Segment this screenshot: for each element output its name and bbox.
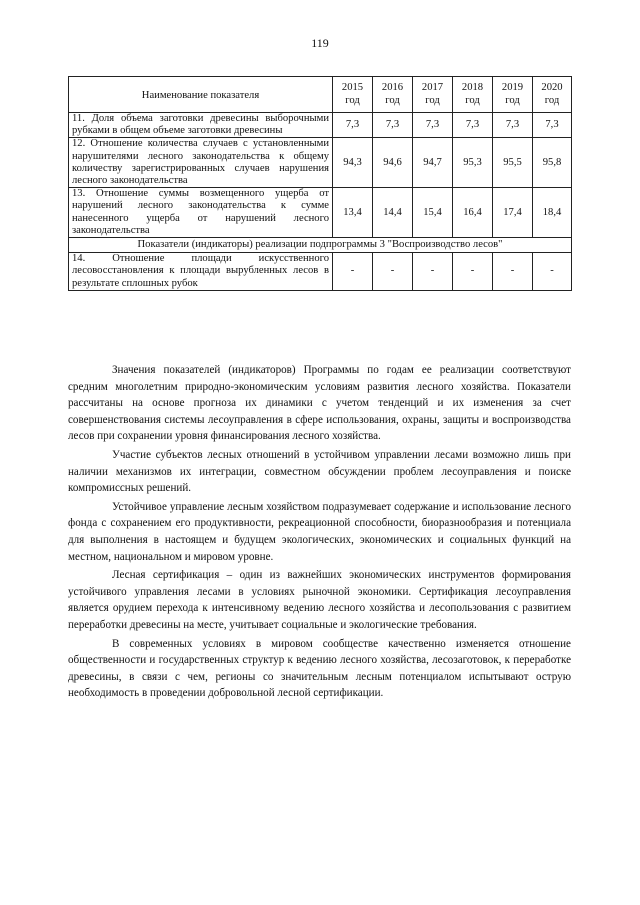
header-year: 2020 год [533,77,572,113]
indicator-value: 94,3 [333,138,373,188]
paragraph: Значения показателей (индикаторов) Программы по годам ее реализации соответствуют средним многолетним природно-экономическим условиям развития лесного хозяйства. Показатели рассчитаны на основе прогноза их динамики с учетом тенденций и их изменения за счет совершенствования системы лесоуправления в сфере использования, охраны, защиты и воспроизводства лесов при сохранении уровня финансирования лесного хозяйства. [68,364,571,443]
indicator-name: 13. Отношение суммы возмещенного ущерба от нарушений лесного законодательства к сумме нанесенного ущерба от нарушений лесного законодательства [69,188,333,238]
indicator-value: 7,3 [373,113,413,138]
indicator-value: - [493,253,533,291]
table-row [69,188,572,238]
indicator-name: 11. Доля объема заготовки древесины выборочными рубками в общем объеме заготовки древесины [69,113,333,138]
indicator-value: 16,4 [453,188,493,238]
indicator-name: 14. Отношение площади искусственного лесовосстановления к площади вырубленных лесов в результате сплошных рубок [69,253,333,291]
indicator-value: 7,3 [533,113,572,138]
header-year: 2018 год [453,77,493,113]
paragraph: Лесная сертификация – один из важнейших экономических инструментов формирования устойчивого управления лесами в условиях рыночной экономики. Сертификация лесоуправления является орудием перехода к интенсивному ведению лесного хозяйства и лесопользования с развитием переработки древесины на месте, учитывает социальные и экологические требования. [68,569,571,631]
indicator-value: 95,3 [453,138,493,188]
header-year: 2019 год [493,77,533,113]
indicator-value: 14,4 [373,188,413,238]
indicator-value: 7,3 [453,113,493,138]
table-header-row [69,77,572,113]
indicator-value: 15,4 [413,188,453,238]
indicator-value: 7,3 [493,113,533,138]
indicator-value: 95,5 [493,138,533,188]
paragraph: Участие субъектов лесных отношений в устойчивом управлении лесами возможно лишь при наличии механизмов их интеграции, совместном обсуждении проблем лесоуправления и поиске компромиссных решений. [68,448,571,495]
indicator-value: 18,4 [533,188,572,238]
indicator-value: - [333,253,373,291]
table-row [69,113,572,138]
header-year: 2015 год [333,77,373,113]
indicator-value: - [413,253,453,291]
header-year: 2017 год [413,77,453,113]
indicator-value: 7,3 [413,113,453,138]
body-text [68,362,571,704]
table-section-row [69,238,572,253]
header-indicator-name: Наименование показателя [69,77,333,113]
indicator-value: 94,6 [373,138,413,188]
table-row [69,138,572,188]
header-year: 2016 год [373,77,413,113]
paragraph: Устойчивое управление лесным хозяйством подразумевает содержание и использование лесного фонда с сохранением его продуктивности, рекреационной способности, биоразнообразия и потенциала для выполнения в настоящем и будущем экологических, экономических и социальных функций на местном, национальном и мировом уровне. [68,500,571,563]
indicator-value: - [373,253,413,291]
section-title: Показатели (индикаторы) реализации подпрограммы 3 "Воспроизводство лесов" [69,238,572,253]
indicators-table [68,76,572,291]
indicator-value: 7,3 [333,113,373,138]
indicator-value: 94,7 [413,138,453,188]
page-number: 119 [311,36,329,50]
indicator-value: - [453,253,493,291]
indicator-value: 95,8 [533,138,572,188]
indicator-value: 17,4 [493,188,533,238]
paragraph: В современных условиях в мировом сообществе качественно изменяется отношение общественности и государственных структур к ведению лесного хозяйства, лесозаготовок, к переработке древесины, в связи с чем, регионы со значительным лесным потенциалом испытывают острую необходимость в проведении добровольной лесной сертификации. [68,637,571,700]
indicator-value: - [533,253,572,291]
table-row [69,253,572,291]
indicator-value: 13,4 [333,188,373,238]
indicator-name: 12. Отношение количества случаев с установленными нарушителями лесного законодательства к общему количеству зарегистрированных случаев нарушения лесного законодательства [69,138,333,188]
